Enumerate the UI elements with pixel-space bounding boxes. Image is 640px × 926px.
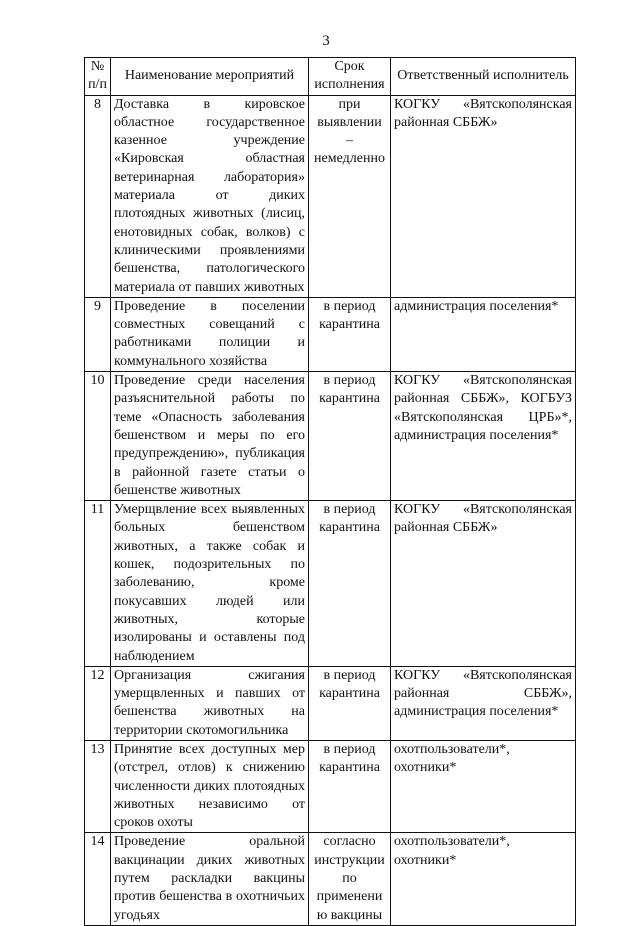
row-term: в период карантина	[309, 501, 391, 667]
table-row	[85, 297, 576, 371]
table-row	[85, 833, 576, 925]
row-number: 10	[85, 372, 111, 501]
row-responsible: КОГКУ «Вятскополянская районная СББЖ»	[391, 501, 576, 667]
row-number: 11	[85, 501, 111, 667]
row-number: 12	[85, 666, 111, 740]
table-row	[85, 372, 576, 501]
row-number: 14	[85, 833, 111, 925]
table-row	[85, 740, 576, 832]
row-measure: Организация сжигания умерщвленных и павших от бешенства животных на территории скотомогильника	[111, 666, 309, 740]
row-measure: Проведение оральной вакцинации диких животных путем раскладки вакцины против бешенства в охотничьих угодьях	[111, 833, 309, 925]
header-num: № п/п	[85, 58, 111, 96]
row-measure: Проведение среди населения разъяснительной работы по теме «Опасность заболевания бешенством и меры по его предупреждению», публикация в районной газете статьи о бешенстве животных	[111, 372, 309, 501]
row-term: при выявлении – немедленно	[309, 95, 391, 297]
row-measure: Проведение в поселении совместных совещаний с работниками полиции и коммунального хозяйства	[111, 297, 309, 371]
row-number: 13	[85, 740, 111, 832]
header-name: Наименование мероприятий	[111, 58, 309, 96]
row-number: 9	[85, 297, 111, 371]
row-measure: Доставка в кировское областное государственное казенное учреждение «Кировская областная ветеринарная лаборатория» материала от диких плотоядных животных (лисиц, енотовидных собак, волков) с клиническими проявлениями бешенства, патологического материала от павших животных	[111, 95, 309, 297]
table-row	[85, 95, 576, 297]
row-term: согласно инструкции по применению вакцины	[309, 833, 391, 925]
row-measure: Принятие всех доступных мер (отстрел, отлов) к снижению численности диких плотоядных животных независимо от сроков охоты	[111, 740, 309, 832]
table-row	[85, 501, 576, 667]
table-header-row	[85, 58, 576, 96]
table-row	[85, 666, 576, 740]
row-responsible: администрация поселения*	[391, 297, 576, 371]
row-responsible: КОГКУ «Вятскополянская районная СББЖ», КОГБУЗ «Вятскополянская ЦРБ»*, администрация поселения*	[391, 372, 576, 501]
row-number: 8	[85, 95, 111, 297]
row-term: в период карантина	[309, 297, 391, 371]
measures-table	[84, 57, 576, 926]
row-responsible: КОГКУ «Вятскополянская районная СББЖ»	[391, 95, 576, 297]
row-term: в период карантина	[309, 740, 391, 832]
header-responsible: Ответственный исполнитель	[391, 58, 576, 96]
row-responsible: охотпользователи*, охотники*	[391, 833, 576, 925]
row-responsible: охотпользователи*, охотники*	[391, 740, 576, 832]
page-number: 3	[322, 33, 330, 49]
row-responsible: КОГКУ «Вятскополянская районная СББЖ», администрация поселения*	[391, 666, 576, 740]
row-term: в период карантина	[309, 666, 391, 740]
row-measure: Умерщвление всех выявленных больных бешенством животных, а также собак и кошек, подозрительных по заболеванию, кроме покусавших людей или животных, которые изолированы и оставлены под наблюдением	[111, 501, 309, 667]
row-term: в период карантина	[309, 372, 391, 501]
header-term: Срок исполнения	[309, 58, 391, 96]
